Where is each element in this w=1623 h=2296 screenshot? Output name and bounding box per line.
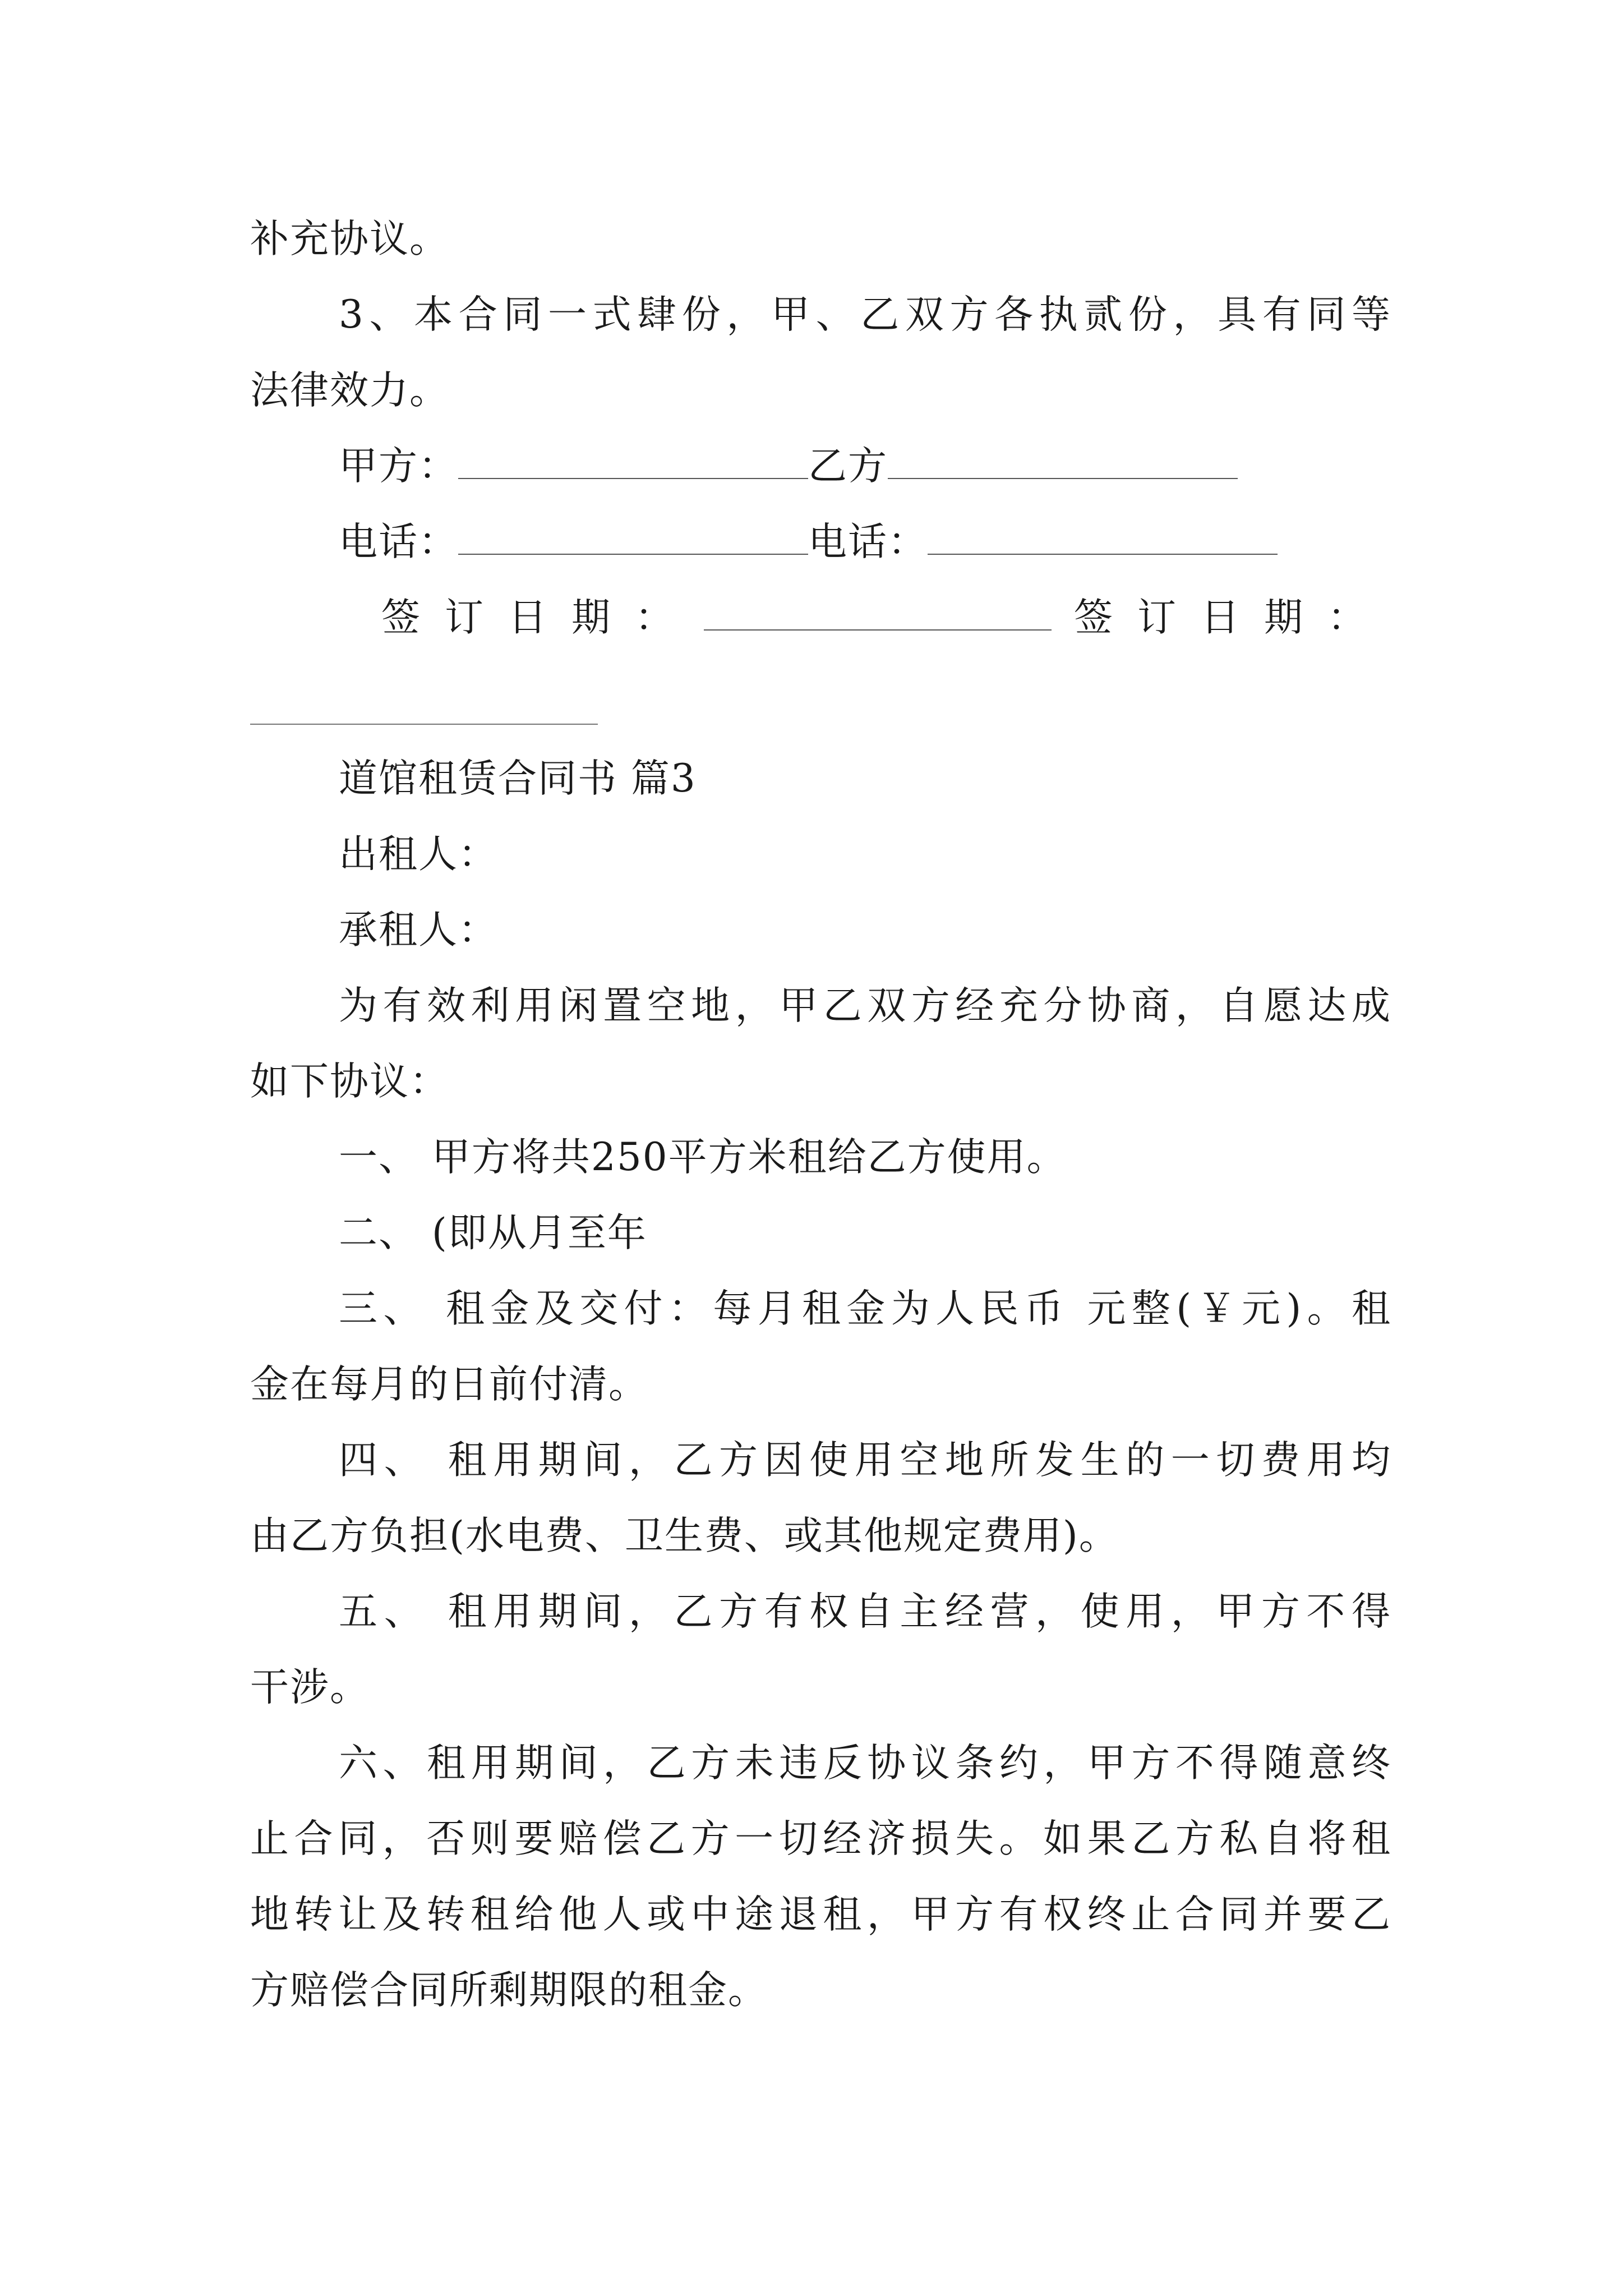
clause-6-line-1: 六、租用期间，乙方未违反协议条约，甲方不得随意终 — [339, 1741, 1391, 1786]
phone-b-label: 电话： — [808, 519, 928, 564]
clause-6-line-2: 止合同，否则要赔偿乙方一切经济损失。如果乙方私自将租 — [250, 1816, 1391, 1861]
clause-3-line-1: 三、 租金及交付：每月租金为人民币 元整(￥元)。租 — [339, 1286, 1391, 1331]
intro-line-2: 如下协议： — [250, 1059, 449, 1104]
clause-5-line-2: 干涉。 — [250, 1665, 370, 1710]
phone-a-label: 电话： — [339, 519, 458, 564]
sign-date-b-label: 签订日期： — [1074, 595, 1391, 640]
party-b-blank[interactable] — [888, 443, 1238, 479]
party-b-label: 乙方 — [808, 444, 888, 489]
intro-line-1: 为有效利用闲置空地，甲乙双方经充分协商，自愿达成 — [339, 983, 1391, 1028]
signature-row-party — [339, 439, 1391, 493]
phone-a-blank[interactable] — [458, 519, 808, 555]
sign-date-a-blank[interactable] — [704, 595, 1052, 631]
text-line-supplement: 补充协议。 — [250, 217, 449, 261]
clause-6-line-4: 方赔偿合同所剩期限的租金。 — [250, 1968, 768, 2013]
text-line-legal-effect: 法律效力。 — [250, 368, 449, 413]
sign-date-b-blank[interactable] — [250, 724, 598, 725]
clause-1: 一、 甲方将共250平方米租给乙方使用。 — [339, 1135, 1067, 1180]
clause-6-line-3: 地转让及转租给他人或中途退租，甲方有权终止合同并要乙 — [250, 1892, 1391, 1937]
clause-2: 二、 (即从月至年 — [339, 1211, 647, 1255]
section-title: 道馆租赁合同书 篇3 — [339, 756, 697, 801]
clause-4-line-1: 四、 租用期间，乙方因使用空地所发生的一切费用均 — [339, 1438, 1391, 1483]
clause-4-line-2: 由乙方负担(水电费、卫生费、或其他规定费用)。 — [250, 1513, 1119, 1558]
lessee-label: 承租人： — [339, 908, 498, 953]
phone-b-blank[interactable] — [928, 519, 1278, 555]
clause-5-line-1: 五、 租用期间，乙方有权自主经营，使用，甲方不得 — [339, 1589, 1391, 1634]
sign-date-a-label: 签订日期： — [381, 595, 698, 640]
lessor-label: 出租人： — [339, 832, 498, 877]
clause-3-line-2: 金在每月的日前付清。 — [250, 1362, 648, 1407]
signature-row-phone — [339, 515, 1391, 569]
party-a-blank[interactable] — [458, 443, 808, 479]
party-a-label: 甲方： — [339, 444, 458, 489]
signature-row-date — [381, 591, 1391, 645]
text-line-copies: 3、本合同一式肆份，甲、乙双方各执贰份，具有同等 — [339, 292, 1391, 337]
